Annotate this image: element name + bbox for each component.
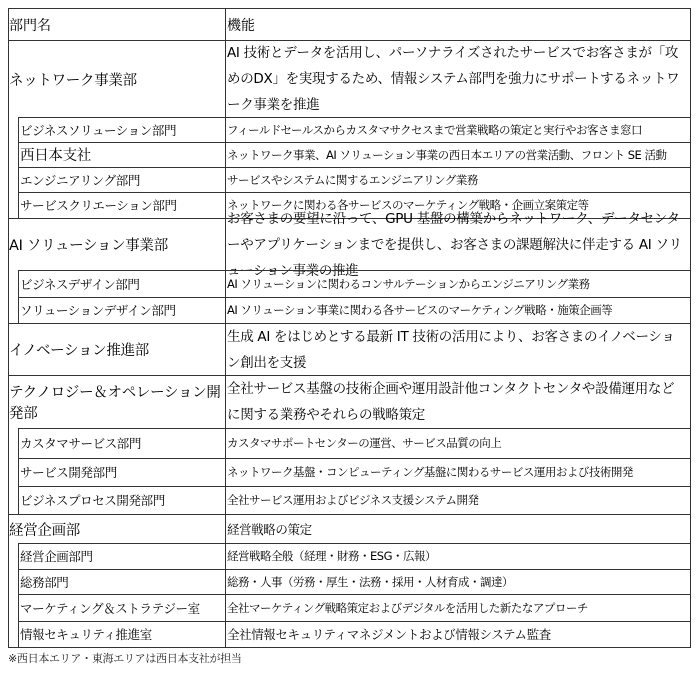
department-name: 情報セキュリティ推進室 (20, 627, 152, 642)
department-name: 経営企画部 (9, 522, 80, 539)
department-name: ソリューションデザイン部門 (20, 303, 176, 318)
department-name: マーケティング＆ストラテジー室 (20, 600, 200, 616)
department-name: サービスクリエーション部門 (20, 198, 177, 213)
department-function: 経営戦略全般（経理・財務・ESG・広報） (227, 549, 436, 563)
column-divider (225, 8, 226, 648)
table-row (8, 375, 691, 428)
table-row (8, 117, 691, 142)
department-function: ネットワークに関わる各サービスのマーケティング戦略・企画立案策定等 (227, 198, 589, 212)
department-function: AI 技術とデータを活用し、パーソナライズされたサービスでお客さまが「攻めのDX」を実現するため、情報システム部門を強力にサポートするネットワーク事業を推進 (227, 45, 680, 113)
table-row (8, 428, 691, 458)
department-name: ビジネスソリューション部門 (20, 122, 177, 138)
department-function: お客さまの要望に沿って、GPU 基盤の構築からネットワーク、データセンターやアプリケーションまでを提供し、お客さまの課題解決に伴走する AI ソリューション事業の推進 (227, 210, 682, 279)
department-name: カスタマサービス部門 (20, 436, 142, 451)
department-name: エンジニアリング部門 (20, 172, 140, 188)
department-name: イノベーション推進部 (9, 343, 149, 359)
table-row (8, 142, 691, 167)
sub-row-indent-line (18, 270, 19, 323)
table-row (8, 167, 691, 192)
table-row (8, 621, 691, 648)
department-name: ネットワーク事業部 (9, 72, 137, 89)
department-function: サービスやシステムに関するエンジニアリング業務 (227, 172, 478, 187)
department-function: AI ソリューションに関わるコンサルテーションからエンジニアリング業務 (227, 276, 590, 291)
table-row (8, 40, 691, 117)
department-function: 全社マーケティング戦略策定およびデジタルを活用した新たなアプローチ (227, 600, 588, 615)
department-function: 全社サービス運用およびビジネス支援システム開発 (227, 493, 479, 507)
table-row (8, 514, 691, 543)
department-function: フィールドセールスからカスタマサクセスまで営業戦略の策定と実行やお客さま窓口 (227, 122, 643, 137)
department-name: AI ソリューション事業部 (9, 238, 168, 254)
department-function: ネットワーク事業、AI ソリューション事業の西日本エリアの営業活動、フロント SE 活動 (227, 147, 667, 162)
department-function: カスタマサポートセンターの運営、サービス品質の向上 (227, 436, 502, 450)
table-row (8, 270, 691, 297)
table-row (8, 543, 691, 569)
department-name: ビジネスデザイン部門 (20, 276, 140, 292)
department-function: 全社サービス基盤の技術企画や運用設計他コンタクトセンタや設備運用などに関する業務やそれらの戦略策定 (227, 381, 675, 423)
department-name: 総務部門 (20, 574, 69, 590)
table-row (8, 297, 691, 323)
header-department-name: 部門名 (9, 17, 51, 34)
sub-row-indent-line (18, 117, 19, 218)
table-border-left (8, 8, 9, 648)
department-function: 全社情報セキュリティマネジメントおよび情報システム監査 (227, 627, 551, 642)
table-row (8, 594, 691, 621)
department-function: 経営戦略の策定 (227, 522, 312, 537)
department-name: サービス開発部門 (20, 465, 117, 480)
department-function: AI ソリューション事業に関わる各サービスのマーケティング戦略・施策企画等 (227, 303, 613, 317)
department-name: 経営企画部門 (20, 549, 93, 564)
department-function: ネットワーク基盤・コンピューティング基盤に関わるサービス運用および技術開発 (227, 465, 633, 479)
table-border-right (690, 8, 691, 648)
department-function: 総務・人事（労務・厚生・法務・採用・人材育成・調達） (227, 574, 513, 589)
table-row (8, 210, 691, 279)
table-row (8, 323, 691, 375)
table-row (8, 458, 691, 486)
sub-row-indent-line (18, 428, 19, 514)
department-name: 西日本支社 (20, 148, 91, 164)
sub-row-indent-line (18, 543, 19, 648)
table-header-row (8, 8, 691, 40)
table-row (8, 486, 691, 514)
header-function: 機能 (227, 17, 255, 34)
table-row (8, 569, 691, 594)
department-function: 生成 AI をはじめとする最新 IT 技術の活用により、お客さまのイノベーション創出を支援 (227, 328, 675, 371)
department-name: テクノロジー＆オペレーション開発部 (9, 385, 221, 422)
department-name: ビジネスプロセス開発部門 (20, 493, 165, 508)
footnote: ※西日本エリア・東海エリアは西日本支社が担当 (8, 652, 242, 665)
